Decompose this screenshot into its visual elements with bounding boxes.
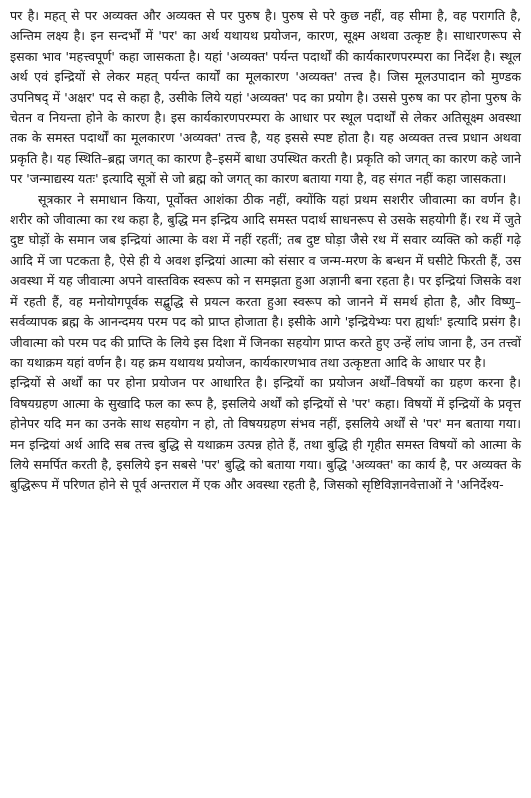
paragraph-1: पर है। महत् से पर अव्यक्त और अव्यक्त से पर पुरुष है। पुरुष से परे कुछ नहीं, वह सीमा है, वह परागति है, अन्तिम लक्ष्य है। इन सन्दर्भों में 'पर' का अर्थ यथायथ प्रयोजन, कारण, सूक्ष्म अथवा उत्कृष्ट है। साधारणरूप से इसका भाव 'महत्त्वपूर्ण' कहा जासकता है। यहां 'अव्यक्त' पर्यन्त पदार्थों की कार्यकारणपरम्परा का निर्देश है। स्थूल अर्थ एवं इन्द्रियों से लेकर महत् पर्यन्त कार्यों का मूलकारण 'अव्यक्त' तत्त्व है। जिस मूलउपादान को मुण्डक उपनिषद् में 'अक्षर' पद से कहा है, उसीके लिये यहां 'अव्यक्त' पद का प्रयोग है। उससे पुरुष का पर होना पुरुष के चेतन व नियन्ता होने के कारण है। इस कार्यकारणपरम्परा के आधार पर स्थूल पदार्थों से लेकर अतिसूक्ष्म अवस्था तक के समस्त पदार्थों का मूलकारण 'अव्यक्त' तत्त्व है, यह इससे स्पष्ट होता है। यह अव्यक्त तत्त्व प्रधान अथवा प्रकृति है। यह स्थिति–ब्रह्म जगत् का कारण है–इसमें बाधा उपस्थित करती है। प्रकृति को जगत् का कारण कहे जाने पर 'जन्माद्यस्य यतः' इत्यादि सूत्रों से जो ब्रह्म को जगत् का कारण बताया गया है, वह संगत नहीं कहा जासकता। — [10, 8, 521, 187]
paragraph-2: सूत्रकार ने समाधान किया, पूर्वोक्त आशंका ठीक नहीं, क्योंकि यहां प्रथम सशरीर जीवात्मा का वर्णन है। शरीर को जीवात्मा का रथ कहा है, बुद्धि मन इन्द्रिय आदि समस्त पदार्थ साधनरूप से उसके सहयोगी हैं। रथ में जुते दुष्ट घोड़ों के समान जब इन्द्रियां आत्मा के वश में नहीं रहतीं; तब दुष्ट घोड़ा जैसे रथ में सवार व्यक्ति को कहीं गढ़े आदि में जा पटकता है, ऐसे ही ये अवश इन्द्रियां आत्मा को संसार व जन्म-मरण के बन्धन में घसीटे फिरती हैं, उस अवस्था में यह जीवात्मा अपने वास्तविक स्वरूप को न समझता हुआ अज्ञानी बना रहता है। पर इन्द्रियां जिसके वश में रहती हैं, वह मनोयोगपूर्वक सद्बुद्धि से प्रयत्न करता हुआ स्वरूप को जानने में समर्थ होता है, और विष्णु–सर्वव्यापक ब्रह्म के आनन्दमय परम पद को प्राप्त होजाता है। इसीके आगे 'इन्द्रियेभ्यः परा ह्यर्थाः' इत्यादि प्रसंग है। जीवात्मा को परम पद की प्राप्ति के लिये इस दिशा में जिनका सहयोग प्राप्त करते हुए उन्हें लांघ जाना है, उन तत्त्वों का यथाक्रम यहां वर्णन है। यह क्रम यथायथ प्रयोजन, कार्यकारणभाव तथा उत्कृष्टता आदि के आधार पर है। — [10, 191, 521, 370]
paragraph-3: इन्द्रियों से अर्थों का पर होना प्रयोजन पर आधारित है। इन्द्रियों का प्रयोजन अर्थों–विषयों का ग्रहण करना है। विषयग्रहण आत्मा के सुखादि फल का रूप है, इसलिये अर्थों को इन्द्रियों से 'पर' कहा। विषयों में इन्द्रियों के प्रवृत्त होनेपर यदि मन का उनके साथ सहयोग न हो, तो विषयग्रहण संभव नहीं, इसलिये अर्थों से 'पर' मन बताया गया। मन इन्द्रियां अर्थ आदि सब तत्त्व बुद्धि से यथाक्रम उत्पन्न होते हैं, तथा बुद्धि ही गृहीत समस्त विषयों को आत्मा के लिये समर्पित करती है, इसलिये इन सबसे 'पर' बुद्धि को बताया गया। बुद्धि 'अव्यक्त' का कार्य है, पर अव्यक्त के बुद्धिरूप में परिणत होने से पूर्व अन्तराल में एक और अवस्था रहती है, जिसको सृष्टिविज्ञानवेत्ताओं ने 'अनिर्देश्य- — [10, 375, 521, 493]
